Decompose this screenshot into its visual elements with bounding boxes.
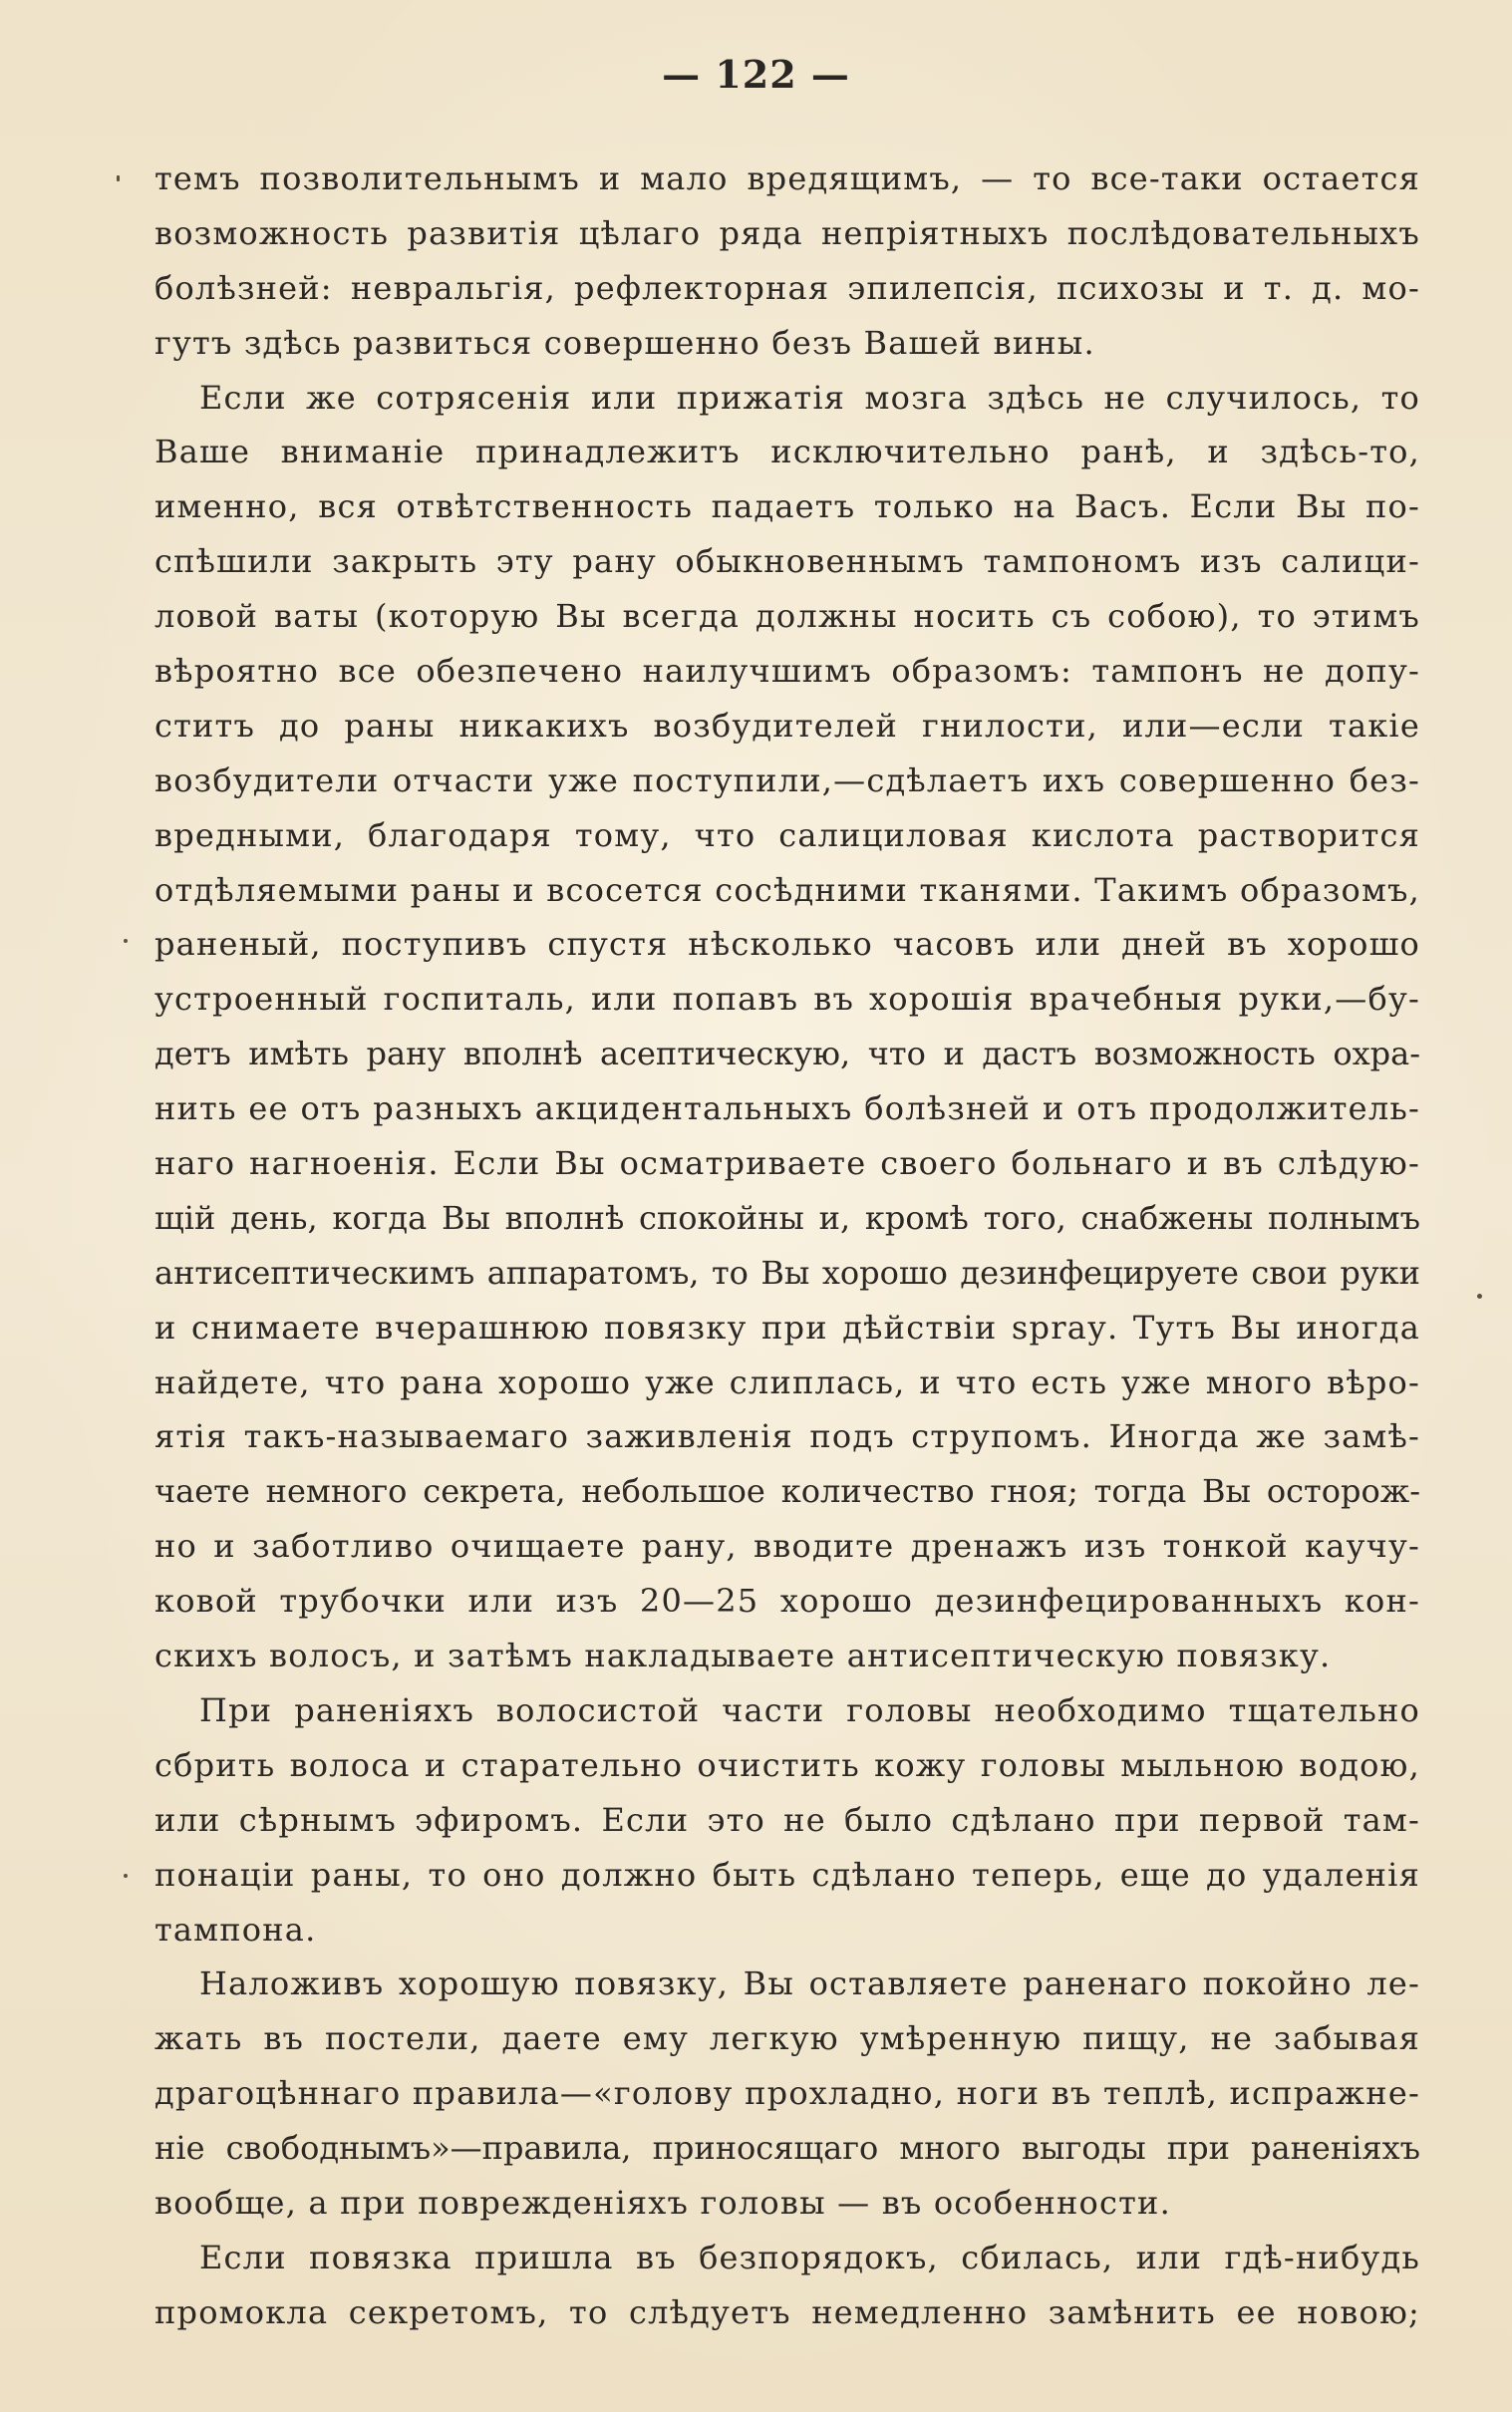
paragraph-start-line: Если же сотрясенія или прижатія мозга здѣсь не случилось, то xyxy=(199,378,1420,417)
text-line: ніе свободнымъ»—правила, приносящаго много выгоды при раненіяхъ xyxy=(154,2129,1420,2168)
ink-speck xyxy=(124,1874,128,1878)
text-line: ловой ваты (которую Вы всегда должны носить съ собою), то этимъ xyxy=(154,597,1420,636)
paragraph-start-line: При раненіяхъ волосистой части головы необходимо тщательно xyxy=(199,1690,1420,1729)
ink-speck xyxy=(1477,1294,1482,1299)
ink-speck xyxy=(124,939,128,943)
text-line: сбрить волоса и старательно очистить кожу головы мыльною водою, xyxy=(154,1745,1420,1784)
text-line: ковой трубочки или изъ 20—25 хорошо дезинфецированныхъ кон- xyxy=(154,1582,1420,1621)
text-line: чаете немного секрета, небольшое количество гноя; тогда Вы осторож- xyxy=(154,1472,1420,1511)
text-line: скихъ волосъ, и затѣмъ накладываете антисептическую повязку. xyxy=(154,1637,1332,1675)
text-line: тампона. xyxy=(154,1910,317,1949)
text-line: возбудители отчасти уже поступили,—сдѣлаетъ ихъ совершенно без- xyxy=(154,760,1420,799)
text-line: Ваше вниманіе принадлежитъ исключительно ранѣ, и здѣсь-то, xyxy=(154,433,1420,471)
text-line: вообще, а при поврежденіяхъ головы — въ особенности. xyxy=(154,2183,1171,2222)
text-line: болѣзней: невральгія, рефлекторная эпилепсія, психозы и т. д. мо- xyxy=(154,268,1420,307)
text-line: драгоцѣннаго правила—«голову прохладно, ноги въ теплѣ, испражне- xyxy=(154,2074,1420,2113)
text-line: детъ имѣть рану вполнѣ асептическую, что и дастъ возможность охра- xyxy=(154,1035,1420,1073)
text-line: вредными, благодаря тому, что салициловая кислота растворится xyxy=(154,815,1420,854)
text-line: жать въ постели, даете ему легкую умѣренную пищу, не забывая xyxy=(154,2019,1420,2058)
text-line: ятія такъ-называемаго заживленія подъ струпомъ. Иногда же замѣ- xyxy=(154,1417,1420,1456)
text-line: найдете, что рана хорошо уже слиплась, и что есть уже много вѣро- xyxy=(154,1362,1420,1401)
text-line: раненый, поступивъ спустя нѣсколько часовъ или дней въ хорошо xyxy=(154,925,1420,964)
text-line: щій день, когда Вы вполнѣ спокойны и, кромѣ того, снабжены полнымъ xyxy=(154,1198,1420,1237)
text-line: возможность развитія цѣлаго ряда непріятныхъ послѣдовательныхъ xyxy=(154,213,1420,252)
text-line: но и заботливо очищаете рану, вводите дренажъ изъ тонкой каучу- xyxy=(154,1527,1420,1566)
text-line: устроенный госпиталь, или попавъ въ хорошія врачебныя руки,—бу- xyxy=(154,980,1420,1019)
text-line: понаціи раны, то оно должно быть сдѣлано теперь, еще до удаленія xyxy=(154,1855,1420,1894)
text-line: спѣшили закрыть эту рану обыкновеннымъ тампономъ изъ салици- xyxy=(154,542,1420,581)
text-line: темъ позволительнымъ и мало вредящимъ, — то все-таки остается xyxy=(154,159,1420,197)
text-line: антисептическимъ аппаратомъ, то Вы хорошо дезинфецируете свои руки xyxy=(154,1253,1420,1292)
paragraph-start-line: Если повязка пришла въ безпорядокъ, сбилась, или гдѣ-нибудь xyxy=(199,2238,1420,2276)
text-line: наго нагноенія. Если Вы осматриваете своего больнаго и въ слѣдую- xyxy=(154,1144,1420,1183)
text-line: промокла секретомъ, то слѣдуетъ немедленно замѣнить ее новою; xyxy=(154,2292,1420,2331)
text-line: именно, вся отвѣтственность падаетъ только на Васъ. Если Вы по- xyxy=(154,487,1420,526)
text-line: гутъ здѣсь развиться совершенно безъ Вашей вины. xyxy=(154,323,1095,362)
text-line: и снимаете вчерашнюю повязку при дѣйствіи sprау. Тутъ Вы иногда xyxy=(154,1308,1420,1347)
ink-speck xyxy=(117,175,120,181)
text-line: или сѣрнымъ эфиромъ. Если это не было сдѣлано при первой там- xyxy=(154,1800,1420,1839)
paragraph-start-line: Наложивъ хорошую повязку, Вы оставляете раненаго покойно ле- xyxy=(199,1964,1420,2003)
body-text xyxy=(154,151,1420,2340)
text-line: ститъ до раны никакихъ возбудителей гнилости, или—если такіе xyxy=(154,706,1420,745)
text-line: вѣроятно все обезпечено наилучшимъ образомъ: тампонъ не допу- xyxy=(154,652,1420,691)
page-number: — 122 — xyxy=(662,52,850,97)
text-line: отдѣляемыми раны и всосется сосѣдними тканями. Такимъ образомъ, xyxy=(154,870,1420,909)
text-line: нить ее отъ разныхъ акцидентальныхъ болѣзней и отъ продолжитель- xyxy=(154,1089,1420,1128)
